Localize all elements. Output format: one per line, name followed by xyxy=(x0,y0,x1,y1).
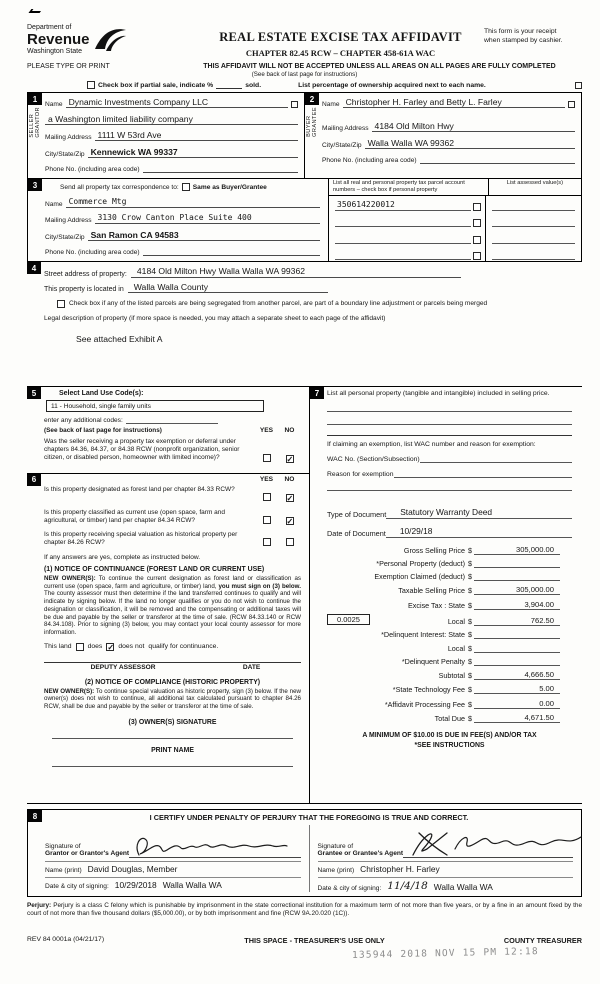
document-date-label: Date of Document xyxy=(327,528,386,538)
affidavit-processing-fee-value[interactable]: 0.00 xyxy=(474,699,560,709)
land-use-title: Select Land Use Code(s): xyxy=(59,390,144,397)
reason-label: Reason for exemption xyxy=(327,470,394,478)
current-use-question: Is this property classified as current use (open space, farm and agricultural, or timber) land per chapter 84.34 RCW? xyxy=(44,508,226,524)
section-4-tab: 4 xyxy=(27,262,41,274)
correspondence-address-value[interactable]: 3130 Crow Canton Place Suite 400 xyxy=(95,213,320,224)
state-technology-fee-label: *State Technology Fee xyxy=(392,685,465,695)
seller-name-value-line2[interactable]: a Washington limited liability company xyxy=(45,114,298,125)
notice-continuance-body-2: The county assessor must then determine if the land transferred continues to qualify and will indicate by signing below. If the land no longer qualifies or you do not wish to continue the designation or classification, it will be removed and the compensating or additional taxes will be due and payable by the seller or transferor at the time of sale. (RCW 84.33.140 or RCW 84.34.108). Prior to signing (3) below, you may contact your local county assessor for more information. xyxy=(44,590,301,636)
grantee-agent-label: Grantee or Grantee's Agent xyxy=(317,850,404,858)
correspondence-address-label: Mailing Address xyxy=(45,217,92,224)
buyer-phone-value[interactable] xyxy=(420,154,575,164)
excise-tax-computation xyxy=(327,545,572,724)
land-use-see-back-note: (See back of last page for instructions) xyxy=(44,427,162,434)
perjury-title: Perjury: xyxy=(27,902,52,909)
notice-compliance-title: (2) NOTICE OF COMPLIANCE (HISTORIC PROPERTY) xyxy=(84,678,261,686)
print-name-line[interactable] xyxy=(52,754,293,767)
dollar-sign: $ xyxy=(468,558,472,568)
correspondence-citystatezip-label: City/State/Zip xyxy=(45,233,85,241)
notice-continuance-body xyxy=(44,575,301,637)
grantor-name-print-label: Name (print) xyxy=(45,867,82,874)
street-address-value[interactable]: 4184 Old Milton Hwy Walla Walla WA 99362 xyxy=(131,266,461,278)
street-address-label: Street address of property: xyxy=(44,270,127,278)
dollar-sign: $ xyxy=(468,699,472,709)
seller-address-label: Mailing Address xyxy=(45,134,92,141)
section-8-tab: 8 xyxy=(28,810,42,822)
affidavit-processing-fee-row xyxy=(327,699,560,709)
subtotal-value[interactable]: 4,666.50 xyxy=(474,670,560,680)
grantor-name-value[interactable]: David Douglas, Member xyxy=(87,864,178,874)
dor-logo-text xyxy=(27,24,90,55)
current-use-yes-checkbox[interactable] xyxy=(263,516,271,524)
grantee-date-row xyxy=(318,877,574,892)
perjury-certification-statement: I CERTIFY UNDER PENALTY OF PERJURY THAT THE FOREGOING IS TRUE AND CORRECT. xyxy=(149,813,469,822)
not-accepted-warning: THIS AFFIDAVIT WILL NOT BE ACCEPTED UNLESS ALL AREAS ON ALL PAGES ARE FULLY COMPLETED xyxy=(203,63,556,70)
delinquent-interest-state-row xyxy=(327,630,560,639)
dollar-sign: $ xyxy=(468,643,472,653)
parcel-number-4[interactable] xyxy=(335,251,471,260)
forest-land-question: Is this property designated as forest land per chapter 84.33 RCW? xyxy=(44,486,235,493)
does-not-qualify-checkbox[interactable]: ✓ xyxy=(107,642,115,652)
receipt-note-line1: This form is your receipt xyxy=(484,28,557,35)
does-not-label: does not xyxy=(118,643,145,651)
form-chapter: CHAPTER 82.45 RCW – CHAPTER 458-61A WAC xyxy=(245,48,436,58)
assessed-value-2[interactable] xyxy=(492,218,575,227)
seller-phone-value[interactable] xyxy=(143,163,298,173)
total-due-value[interactable]: 4,671.50 xyxy=(474,713,560,723)
notice-continuance-body-1: To continue the current designation as forest land or classification as current use (open space, farm and agriculture, or timber) land, xyxy=(44,575,302,590)
owners-signature-title: (3) OWNER(S) SIGNATURE xyxy=(128,718,217,726)
personal-property-line-1[interactable] xyxy=(327,399,572,412)
grantee-name-value[interactable]: Christopher H. Farley xyxy=(360,864,440,874)
buyer-grantee-section xyxy=(304,93,581,178)
buyer-label: BUYER xyxy=(306,115,312,137)
treasurer-use-only-label: THIS SPACE - TREASURER'S USE ONLY xyxy=(244,935,385,945)
parcel-row xyxy=(329,212,581,228)
assessed-value-3[interactable] xyxy=(492,235,575,244)
section-5-tab: 5 xyxy=(27,387,41,399)
delinquent-penalty-label: *Delinquent Penalty xyxy=(401,656,465,666)
forest-land-section xyxy=(27,474,309,804)
mid-columns xyxy=(27,386,582,804)
seller-side-label xyxy=(29,107,41,138)
grantor-city-value[interactable]: Walla Walla WA xyxy=(162,880,222,890)
historic-property-question: Is this property receiving special valuation as historical property per chapter 84.26 RCW? xyxy=(44,531,238,546)
deputy-assessor-label: DEPUTY ASSESSOR xyxy=(90,663,156,671)
additional-codes-label: enter any additional codes: xyxy=(44,417,123,424)
grantor-signature-field[interactable] xyxy=(129,825,300,858)
exemption-claimed-label: Exemption Claimed (deduct) xyxy=(374,572,465,582)
forest-land-yes-checkbox[interactable] xyxy=(263,493,271,501)
current-use-no-checkbox[interactable]: ✓ xyxy=(286,516,294,526)
yes-header: YES xyxy=(259,427,274,434)
assessed-values-header: List assessed value(s) xyxy=(488,179,581,195)
treasurer-stamp: 135944 2018 NOV 15 PM 12:18 xyxy=(351,946,539,961)
qualify-label: qualify for continuance. xyxy=(148,643,219,651)
section-2-tab: 2 xyxy=(305,93,319,105)
exemption-claimed-row xyxy=(327,572,560,581)
document-date-value[interactable]: 10/29/18 xyxy=(386,526,572,538)
grantee-name-row xyxy=(318,861,574,874)
does-label: does xyxy=(87,643,103,651)
document-type-row xyxy=(327,507,572,519)
send-correspondence-label: Send all property tax correspondence to: xyxy=(60,183,179,191)
grantee-date-label: Date & city of signing: xyxy=(317,885,382,892)
partial-sale-checkbox[interactable] xyxy=(87,81,95,89)
buyer-address-value[interactable]: 4184 Old Milton Hwy xyxy=(372,121,575,132)
please-type-label: PLEASE TYPE OR PRINT xyxy=(27,63,110,70)
print-name-title: PRINT NAME xyxy=(151,746,194,754)
wac-value[interactable] xyxy=(420,454,572,463)
receipt-note xyxy=(484,24,582,45)
minimum-fee-note: A MINIMUM OF $10.00 IS DUE IN FEE(S) AND/OR TAX xyxy=(362,732,537,740)
personal-property-deduct-row xyxy=(327,559,560,568)
state-technology-fee-row xyxy=(327,684,560,694)
does-qualify-checkbox[interactable] xyxy=(76,643,84,651)
seller-phone-label: Phone No. (including area code) xyxy=(45,166,140,173)
notice-compliance-text: To continue special valuation as historic property, sign (3) below. If the new owner(s) does not wish to continue, all additional tax calculated pursuant to chapter 84.26 RCW, shall be due and payable by the seller or transferor at the time of sale. xyxy=(44,687,301,711)
forest-no-header: NO xyxy=(284,475,295,483)
no-header: NO xyxy=(284,427,295,434)
excise-tax-state-row xyxy=(327,600,560,610)
form-footer xyxy=(27,936,582,945)
grantor-date-label: Date & city of signing: xyxy=(45,883,109,890)
dollar-sign: $ xyxy=(468,671,472,681)
land-use-code-value[interactable]: 11 - Household, single family units xyxy=(46,400,264,412)
title-block xyxy=(197,24,484,58)
grantor-signature-of-label: Signature of xyxy=(45,842,81,850)
buyer-citystatezip-label: City/State/Zip xyxy=(322,141,362,149)
wac-label: WAC No. (Section/Subsection) xyxy=(327,455,420,463)
wac-row xyxy=(327,454,572,463)
see-back-note: (See back of last page for instructions) xyxy=(251,71,358,78)
same-as-buyer-label: Same as Buyer/Grantee xyxy=(192,183,267,191)
form-revision-number: REV 84 0001a (04/21/17) xyxy=(27,935,105,943)
total-due-label: Total Due xyxy=(434,714,465,724)
delinquent-interest-local-row xyxy=(327,644,560,653)
partial-sale-label: Check box if partial sale, indicate % xyxy=(98,81,214,89)
exemption-deferral-yes-checkbox[interactable] xyxy=(263,454,271,462)
form-title: REAL ESTATE EXCISE TAX AFFIDAVIT xyxy=(219,30,462,44)
exemption-deferral-question-row xyxy=(44,438,301,466)
perjury-notice xyxy=(27,902,582,918)
grantor-signature xyxy=(131,833,291,861)
parcel-row xyxy=(329,245,581,261)
historic-property-question-row xyxy=(44,531,301,550)
grantee-signature-of-label: Signature of xyxy=(317,842,354,850)
document-type-label: Type of Document xyxy=(327,509,387,519)
partial-sale-percent-field[interactable] xyxy=(216,82,242,89)
owners-signature-line[interactable] xyxy=(52,726,293,739)
historic-no-checkbox[interactable] xyxy=(286,538,294,546)
forest-land-question-row xyxy=(44,486,301,505)
certification-section xyxy=(27,809,582,897)
parcel-row xyxy=(329,228,581,244)
buyer-phone-label: Phone No. (including area code) xyxy=(322,157,417,164)
additional-codes-value[interactable] xyxy=(126,416,218,424)
grantee-signature-field[interactable] xyxy=(403,825,573,858)
legal-description-label: Legal description of property (if more space is needed, you may attach a separate sheet to each page of the affidavit) xyxy=(44,315,386,322)
receipt-note-line2: when stamped by cashier. xyxy=(484,36,563,44)
dollar-sign: $ xyxy=(468,572,472,582)
local-rate-row xyxy=(327,614,560,626)
grantee-signature xyxy=(405,827,585,861)
deputy-date-label: DATE xyxy=(242,663,261,671)
parcel-table-header xyxy=(329,179,581,196)
seller-grantor-section xyxy=(28,93,304,178)
parcel-number-3[interactable] xyxy=(335,235,471,244)
subtotal-label: Subtotal xyxy=(438,671,465,681)
see-back-yesno-row xyxy=(44,427,301,434)
grantee-date-value[interactable]: 11/4/18 xyxy=(387,880,428,892)
local-tax-label: Local xyxy=(447,616,465,626)
partial-sale-row xyxy=(27,81,582,89)
this-land-label: This land xyxy=(44,643,72,651)
send-correspondence-row xyxy=(45,183,320,191)
located-in-label: This property is located in xyxy=(44,286,124,293)
dollar-sign: $ xyxy=(468,656,472,666)
buyer-side-label xyxy=(306,107,318,137)
personal-property-checkbox-3[interactable] xyxy=(473,236,481,244)
buyer-name-label: Name xyxy=(322,101,340,108)
seller-address-value[interactable]: 1111 W 53rd Ave xyxy=(95,130,298,141)
state-technology-fee-value[interactable]: 5.00 xyxy=(474,684,560,694)
gross-selling-price-value[interactable]: 305,000.00 xyxy=(474,545,560,555)
new-owners-label-2: NEW OWNER(S): xyxy=(44,687,95,695)
excise-tax-state-value[interactable]: 3,904.00 xyxy=(474,600,560,610)
delinquent-interest-state-value[interactable] xyxy=(474,630,560,639)
grantor-date-row xyxy=(45,877,301,890)
parcel-number-2[interactable] xyxy=(335,218,471,227)
segregated-checkbox[interactable] xyxy=(57,300,65,308)
parcel-numbers-header: List all real and personal property tax parcel account numbers – check box if personal property xyxy=(333,180,465,193)
seller-citystatezip-value[interactable]: Kennewick WA 99337 xyxy=(88,147,298,158)
personal-property-line-2[interactable] xyxy=(327,412,572,425)
buyer-name-value[interactable]: Christopher H. Farley and Betty L. Farley xyxy=(343,97,565,108)
segregated-label: Check box if any of the listed parcels are being segregated from another parcel, are part of a boundary line adjustment or parcels being merged xyxy=(69,300,488,307)
forest-yes-header: YES xyxy=(259,475,274,483)
parties-section xyxy=(27,92,582,179)
dollar-sign: $ xyxy=(468,630,472,640)
grantee-signature-block xyxy=(309,825,574,892)
buyer-address-label: Mailing Address xyxy=(322,125,369,132)
located-in-value[interactable]: Walla Walla County xyxy=(128,282,328,294)
parcel-number-1[interactable]: 350614220012 xyxy=(335,200,471,211)
personal-property-checkbox-1[interactable] xyxy=(473,203,481,211)
gross-selling-price-row xyxy=(327,545,560,555)
total-due-row xyxy=(327,713,560,723)
exemption-deferral-question: Was the seller receiving a property tax exemption or deferral under chapters 84.36, 84.37, or 84.38 RCW (nonprofit organization, senior citizen, or disabled person, homeowner with limited income)? xyxy=(44,437,240,461)
grantor-signature-block xyxy=(45,825,301,892)
document-type-value[interactable]: Statutory Warranty Deed xyxy=(386,507,572,519)
dollar-sign: $ xyxy=(468,545,472,555)
personal-property-checkbox-2[interactable] xyxy=(473,219,481,227)
personal-property-heading: List all personal property (tangible and intangible) included in selling price. xyxy=(327,390,550,397)
grantor-name-row xyxy=(45,861,301,874)
current-use-question-row xyxy=(44,509,301,528)
parcel-row xyxy=(329,196,581,212)
personal-property-section xyxy=(310,387,582,803)
notice-continuance-bold: you must sign on (3) below. xyxy=(218,582,301,590)
dollar-sign: $ xyxy=(468,685,472,695)
deputy-assessor-row xyxy=(44,664,301,671)
seller-name-value[interactable]: Dynamic Investments Company LLC xyxy=(66,97,288,108)
dollar-sign: $ xyxy=(468,586,472,596)
same-as-buyer-checkbox[interactable] xyxy=(182,183,190,191)
taxable-selling-price-label: Taxable Selling Price xyxy=(398,586,465,596)
property-location-section xyxy=(27,262,582,386)
seller-label: SELLER xyxy=(29,113,35,138)
grantee-city-value[interactable]: Walla Walla WA xyxy=(433,882,493,892)
buyer-citystatezip-value[interactable]: Walla Walla WA 99362 xyxy=(365,138,575,149)
grantee-label: GRANTEE xyxy=(312,107,318,137)
tax-correspondence-block xyxy=(28,179,328,261)
land-use-section xyxy=(27,387,309,474)
dor-swoosh-icon xyxy=(93,27,127,53)
see-instructions-note: *SEE INSTRUCTIONS xyxy=(414,742,485,750)
delinquent-penalty-row xyxy=(327,657,560,666)
grantor-agent-label: Grantor or Grantor's Agent xyxy=(45,850,130,858)
reason-value[interactable] xyxy=(394,469,573,478)
ownership-percent-note: List percentage of ownership acquired next to each name. xyxy=(298,81,486,89)
additional-codes-row xyxy=(44,416,301,424)
form-header xyxy=(27,24,582,58)
dollar-sign: $ xyxy=(468,600,472,610)
dor-logo xyxy=(27,24,197,55)
delinquent-interest-state-label: *Delinquent Interest: State xyxy=(381,630,465,640)
correspondence-name-label: Name xyxy=(45,200,63,208)
section-1-tab: 1 xyxy=(28,93,42,105)
type-or-print-row xyxy=(27,63,582,70)
seller-citystatezip-label: City/State/Zip xyxy=(45,150,85,158)
dollar-sign: $ xyxy=(468,616,472,626)
taxable-selling-price-row xyxy=(327,585,560,595)
delinquent-interest-local-label: Local xyxy=(447,643,465,653)
subtotal-row xyxy=(327,670,560,680)
personal-property-checkbox-4[interactable] xyxy=(473,252,481,260)
grantee-name-print-label: Name (print) xyxy=(317,867,355,874)
county-treasurer-label: COUNTY TREASURER xyxy=(503,935,582,945)
notice-continuance-title: (1) NOTICE OF CONTINUANCE (FOREST LAND OR CURRENT USE) xyxy=(44,566,265,573)
affidavit-processing-fee-label: *Affidavit Processing Fee xyxy=(384,699,465,709)
section-6-tab: 6 xyxy=(27,474,41,486)
taxable-selling-price-value[interactable]: 305,000.00 xyxy=(474,585,560,595)
exemption-deferral-no-checkbox[interactable]: ✓ xyxy=(286,454,294,464)
personal-property-deduct-label: *Personal Property (deduct) xyxy=(376,558,465,568)
dollar-sign: $ xyxy=(468,714,472,724)
sold-label: sold. xyxy=(245,81,262,89)
personal-property-deduct-value[interactable] xyxy=(474,559,560,568)
segregated-row xyxy=(44,300,578,308)
exemption-heading: If claiming an exemption, list WAC number and reason for exemption: xyxy=(327,440,536,448)
legal-description-value[interactable]: See attached Exhibit A xyxy=(76,334,163,344)
notice-compliance-body xyxy=(44,688,301,711)
deputy-assessor-signature-line[interactable] xyxy=(44,662,301,663)
grantor-label: GRANTOR xyxy=(35,107,41,138)
correspondence-name-value[interactable]: Commerce Mtg xyxy=(66,197,320,208)
buyer-ownership-box[interactable] xyxy=(568,101,575,108)
excise-tax-state-label: Excise Tax : State xyxy=(408,600,465,610)
reason-extra-line[interactable] xyxy=(327,478,572,491)
revenue-label: Revenue xyxy=(27,31,90,48)
grantor-date-value[interactable]: 10/29/2018 xyxy=(114,880,157,890)
scan-artifact xyxy=(29,9,43,13)
delinquent-penalty-value[interactable] xyxy=(474,657,560,666)
perjury-body: Perjury is a class C felony which is punishable by imprisonment in the state correctional institution for a maximum term of not more than five years, or by a fine in an amount fixed by the court of not more than five thousand dollars ($5,000.00), or by both imprisonment and fine (RCW 9A.20.020 (1C)). xyxy=(27,902,582,917)
local-rate-value[interactable]: 0.0025 xyxy=(327,614,370,625)
correspondence-citystatezip-value[interactable]: San Ramon CA 94583 xyxy=(88,230,320,241)
seller-ownership-box[interactable] xyxy=(291,101,298,108)
section-7-tab: 7 xyxy=(310,387,324,399)
document-date-row xyxy=(327,526,572,538)
ownership-percent-box[interactable] xyxy=(575,82,582,89)
washington-state-label: Washington State xyxy=(27,48,82,55)
seller-name-label: Name xyxy=(45,101,63,108)
dept-of-label: Department of xyxy=(27,24,72,31)
new-owners-label: NEW OWNER(S): xyxy=(44,575,96,582)
assessed-value-4[interactable] xyxy=(492,251,575,260)
left-column xyxy=(27,387,310,803)
continuance-qualify-row xyxy=(44,643,301,651)
section-3-tab: 3 xyxy=(28,179,42,191)
correspondence-phone-label: Phone No. (including area code) xyxy=(45,249,140,256)
correspondence-phone-value[interactable] xyxy=(143,246,320,256)
forest-land-no-checkbox[interactable]: ✓ xyxy=(286,494,294,503)
delinquent-interest-local-value[interactable] xyxy=(474,644,560,653)
parcel-table xyxy=(328,179,581,261)
signature-columns xyxy=(45,825,573,892)
exemption-divider xyxy=(327,435,572,436)
exemption-claimed-value[interactable] xyxy=(474,572,560,581)
if-yes-note: If any answers are yes, complete as instructed below. xyxy=(44,554,201,561)
local-tax-value[interactable]: 762.50 xyxy=(474,616,560,626)
historic-yes-checkbox[interactable] xyxy=(263,538,271,546)
gross-selling-price-label: Gross Selling Price xyxy=(403,545,465,555)
reason-row xyxy=(327,469,572,478)
correspondence-parcels-section xyxy=(27,179,582,262)
assessed-value-1[interactable] xyxy=(492,202,575,211)
